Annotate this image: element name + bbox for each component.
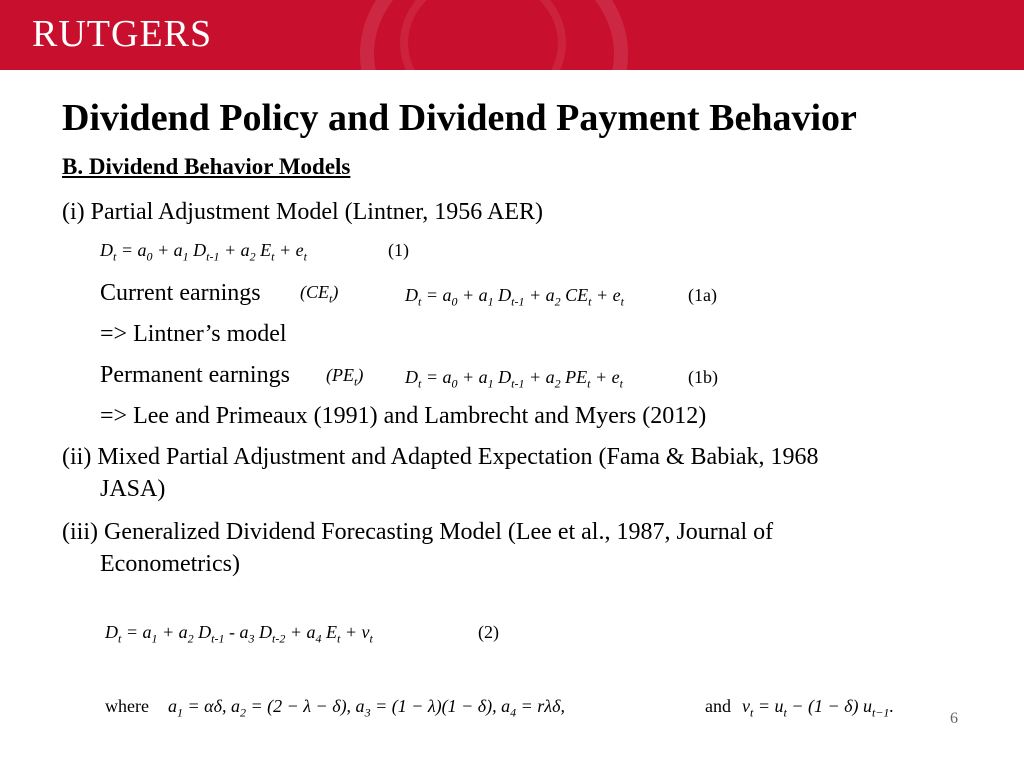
equation-2-number: (2) bbox=[478, 622, 499, 642]
pe-term: $(PE_t)$ bbox=[326, 365, 364, 389]
slide-title: Dividend Policy and Dividend Payment Behavior bbox=[62, 97, 857, 139]
current-earnings-label: Current earnings bbox=[100, 280, 261, 306]
v-definition: $v_t = u_t - (1 - \delta)$ $u_{t-1}$. bbox=[742, 696, 894, 720]
item-ii-text: (ii) Mixed Partial Adjustment and Adapted Expectation (Fama & Babiak, 1968 bbox=[62, 444, 819, 470]
where-coefficients: $a_1 = \alpha\delta$, $a_2 = (2 - \lambda - \delta)$, $a_3 = (1 - \lambda)(1 - \delta)$, $a_4 = r\lambda\delta$, bbox=[168, 696, 565, 720]
header-banner bbox=[0, 0, 1024, 70]
where-label: where bbox=[105, 696, 149, 716]
lee-primeaux-line: => Lee and Primeaux (1991) and Lambrecht and Myers (2012) bbox=[100, 403, 707, 429]
lintner-model-line: => Lintner’s model bbox=[100, 321, 287, 347]
permanent-earnings-label: Permanent earnings bbox=[100, 362, 290, 388]
page-number: 6 bbox=[950, 710, 958, 727]
and-label: and bbox=[705, 696, 731, 716]
equation-1b-number: (1b) bbox=[688, 367, 718, 387]
item-iii-text-cont: Econometrics) bbox=[100, 551, 240, 577]
rutgers-logo: RUTGERS bbox=[32, 13, 213, 55]
ce-term: $(CE_t)$ bbox=[300, 282, 339, 306]
equation-1a-number: (1a) bbox=[688, 285, 717, 305]
equation-1b: $D_t = a_0 + a_1$ $D_{t-1} + a_2$ $PE_t + e_t$ bbox=[405, 367, 623, 391]
equation-2: $D_t = a_1 + a_2$ $D_{t-1} - a_3$ $D_{t-2} + a_4$ $E_t + v_t$ bbox=[105, 622, 373, 646]
item-i-text: (i) Partial Adjustment Model (Lintner, 1956 AER) bbox=[62, 199, 543, 225]
equation-1-number: (1) bbox=[388, 240, 409, 260]
equation-1a: $D_t = a_0 + a_1$ $D_{t-1} + a_2$ $CE_t + e_t$ bbox=[405, 285, 624, 309]
equation-1: $D_t = a_0 + a_1$ $D_{t-1} + a_2$ $E_t + e_t$ bbox=[100, 240, 307, 264]
item-iii-text: (iii) Generalized Dividend Forecasting Model (Lee et al., 1987, Journal of bbox=[62, 519, 774, 545]
item-ii-text-cont: JASA) bbox=[100, 476, 166, 502]
seal-watermark-inner bbox=[400, 0, 566, 70]
section-subtitle: B. Dividend Behavior Models bbox=[62, 154, 351, 179]
